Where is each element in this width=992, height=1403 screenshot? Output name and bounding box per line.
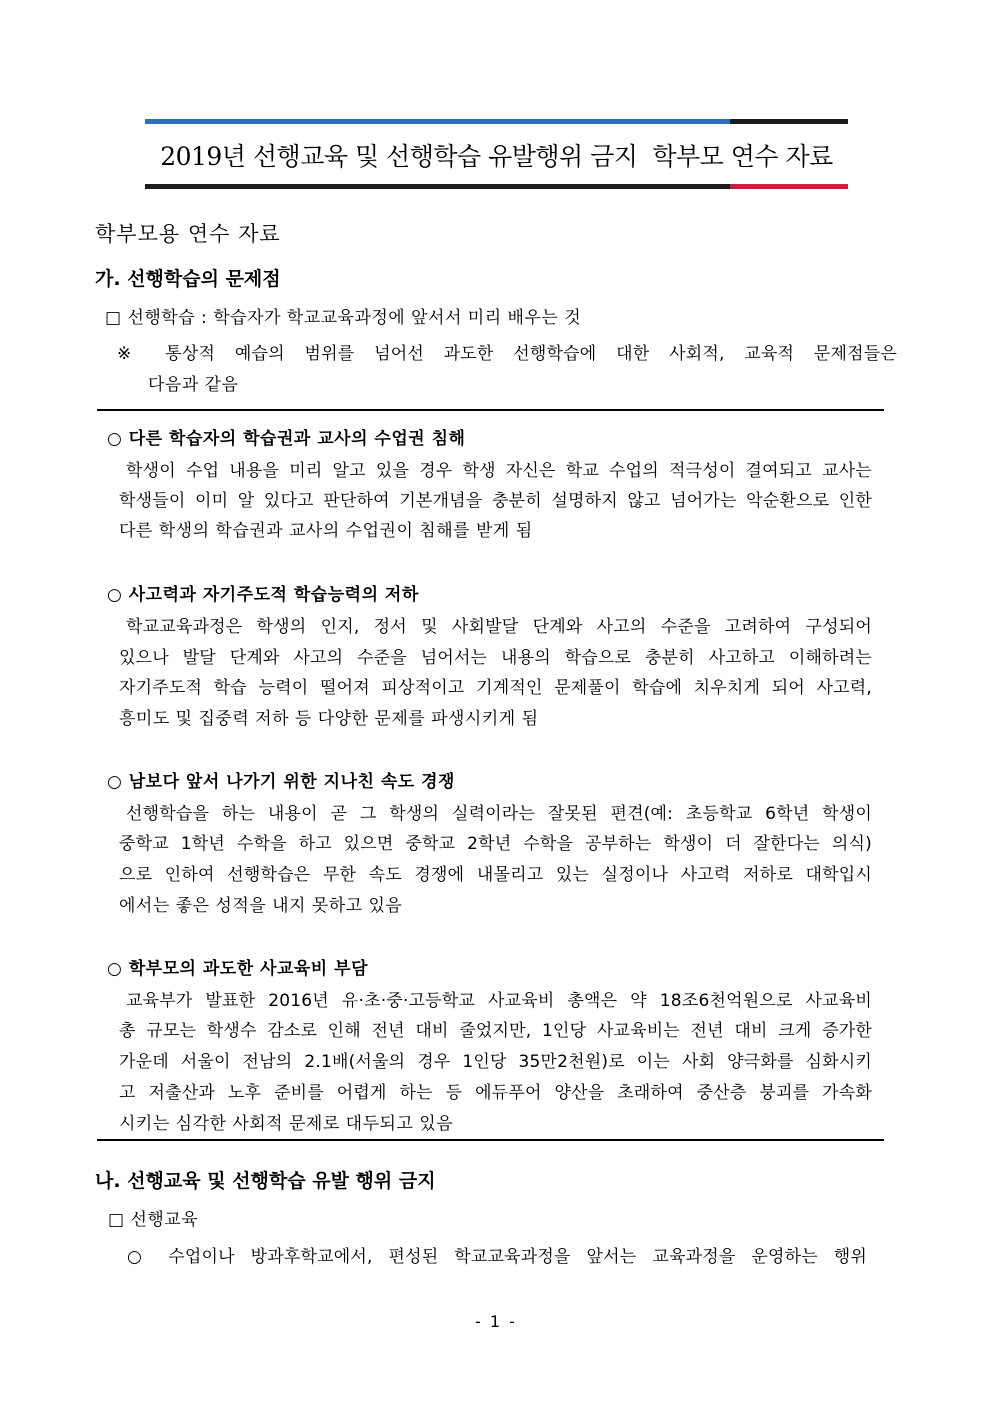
item-1-line-1: 학생이 수업 내용을 미리 알고 있을 경우 학생 자신은 학교 수업의 적극성이 결여되고 교사는 (126, 461, 872, 481)
item-2-line-4: 흥미도 및 집중력 저하 등 다양한 문제를 파생시키게 됨 (119, 709, 539, 729)
section-a-heading: 가. 선행학습의 문제점 (95, 268, 281, 290)
section-a-note-line-1: ※ 통상적 예습의 범위를 넘어선 과도한 선행학습에 대한 사회적, 교육적 문제점들은 (117, 344, 897, 364)
item-2-line-2: 있으나 발달 단계와 사고의 수준을 넘어서는 내용의 학습으로 충분히 사고하고 이해하려는 (119, 648, 872, 668)
item-4-line-1: 교육부가 발표한 2016년 유·초·중·고등학교 사교육비 총액은 약 18조6천억원으로 사교육비 (126, 991, 872, 1011)
item-4-line-4: 고 저출산과 노후 준비를 어렵게 하는 등 에듀푸어 양산을 초래하여 중산층 붕괴를 가속화 (119, 1083, 872, 1103)
item-4-line-5: 시키는 심각한 사회적 문제로 대두되고 있음 (119, 1114, 454, 1134)
item-3-heading: ○ 남보다 앞서 나가기 위한 지나친 속도 경쟁 (107, 772, 455, 792)
section-a-note-line-2: 다음과 같음 (148, 375, 239, 395)
section-a-definition: □ 선행학습 : 학습자가 학교교육과정에 앞서서 미리 배우는 것 (105, 308, 582, 328)
section-b-item: ○ 수업이나 방과후학교에서, 편성된 학교교육과정을 앞서는 교육과정을 운영하는 행위 (127, 1247, 867, 1267)
item-1-line-2: 학생들이 이미 알 있다고 판단하여 기본개념을 충분히 설명하지 않고 넘어가는 악순환으로 인한 (119, 491, 872, 511)
title-top-bar-dark (730, 119, 848, 124)
title-top-bar-blue (145, 119, 730, 124)
page-number: - 1 - (475, 1312, 517, 1331)
title-bottom-bar-dark (145, 184, 730, 189)
item-1-heading: ○ 다른 학습자의 학습권과 교사의 수업권 침해 (107, 429, 466, 449)
item-4-line-3: 가운데 서울이 전남의 2.1배(서울의 경우 1인당 35만2천원)로 이는 사회 양극화를 심화시키 (119, 1052, 872, 1072)
document-subtitle: 학부모용 연수 자료 (95, 222, 281, 246)
title-bottom-bar-red (730, 184, 848, 189)
box-top-rule (97, 409, 884, 411)
section-b-heading: 나. 선행교육 및 선행학습 유발 행위 금지 (95, 1170, 436, 1192)
page-title: 2019년 선행교육 및 선행학습 유발행위 금지 학부모 연수 자료 (160, 142, 833, 171)
item-3-line-4: 에서는 좋은 성적을 내지 못하고 있음 (119, 896, 403, 916)
box-bottom-rule (97, 1139, 884, 1141)
item-3-line-1: 선행학습을 하는 내용이 곧 그 학생의 실력이라는 잘못된 편견(예: 초등학교 6학년 학생이 (126, 804, 872, 824)
item-3-line-3: 으로 인하여 선행학습은 무한 속도 경쟁에 내몰리고 있는 실정이나 사고력 저하로 대학입시 (119, 865, 872, 885)
section-b-subheading: □ 선행교육 (108, 1210, 199, 1230)
item-4-line-2: 총 규모는 학생수 감소로 인해 전년 대비 줄었지만, 1인당 사교육비는 전년 대비 크게 증가한 (119, 1021, 872, 1041)
item-2-line-1: 학교교육과정은 학생의 인지, 정서 및 사회발달 단계와 사고의 수준을 고려하여 구성되어 (126, 617, 872, 637)
item-4-heading: ○ 학부모의 과도한 사교육비 부담 (107, 959, 368, 979)
item-3-line-2: 중학교 1학년 수학을 하고 있으면 중학교 2학년 수학을 공부하는 학생이 더 잘한다는 의식) (119, 834, 872, 854)
item-2-heading: ○ 사고력과 자기주도적 학습능력의 저하 (107, 585, 419, 605)
item-1-line-3: 다른 학생의 학습권과 교사의 수업권이 침해를 받게 됨 (119, 521, 533, 541)
item-2-line-3: 자기주도적 학습 능력이 떨어져 피상적이고 기계적인 문제풀이 학습에 치우치게 되어 사고력, (119, 678, 872, 698)
